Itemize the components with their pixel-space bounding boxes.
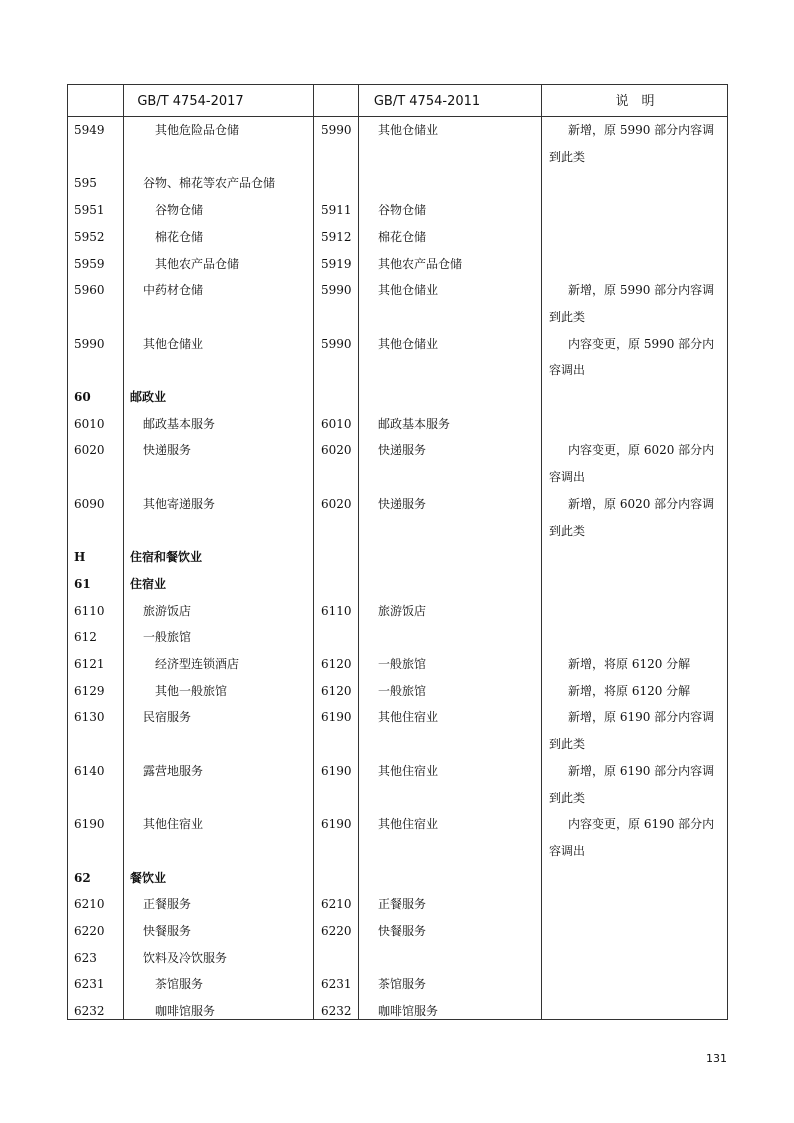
code-2011: 6120 [321,683,352,698]
code-2011: 5990 [321,336,352,351]
code-2017: 6010 [74,416,105,431]
name-2017: 其他寄递服务 [143,496,216,511]
table-row [68,998,727,1025]
code-2017: 5960 [74,283,105,298]
name-2011: 一般旅馆 [378,657,427,671]
table-row [68,811,727,864]
table-row [68,918,727,945]
code-2017: 5959 [74,256,105,271]
name-2017: 露营地服务 [143,763,204,778]
header-gb2011: GB/T 4754-2011 [373,94,481,109]
table-row [68,197,727,224]
name-2017: 一般旅馆 [143,630,192,645]
code-2017: 595 [74,176,97,191]
name-2017: 邮政基本服务 [143,416,216,431]
code-2011: 6020 [321,496,352,511]
code-2017: 60 [74,390,91,404]
header-gb2017: GB/T 4754-2017 [137,94,244,109]
note-text: 内容变更，原 6190 部分内容调出 [549,817,715,858]
name-2011: 快递服务 [378,496,427,511]
name-2011: 其他农产品仓储 [378,256,463,271]
code-2011: 6190 [321,710,352,725]
name-2017: 茶馆服务 [155,977,204,992]
code-2017: 6210 [74,897,105,912]
table-row [68,971,727,998]
name-2011: 其他仓储业 [378,336,439,351]
name-2017: 中药材仓储 [143,283,204,298]
table-row [68,277,727,330]
table-row [68,945,727,972]
code-2017: 5951 [74,203,105,218]
code-2017: 6231 [74,977,105,992]
table-row [68,624,727,651]
code-2017: 6232 [74,1004,105,1019]
name-2017: 其他一般旅馆 [155,683,228,698]
classification-table [67,84,728,1020]
code-2011: 6010 [321,416,352,431]
code-2017: 612 [74,630,97,645]
table-row [68,491,727,544]
table-row [68,758,727,811]
name-2011: 其他住宿业 [378,817,439,832]
name-2017: 其他危险品仓储 [155,123,240,137]
name-2011: 其他仓储业 [378,123,439,137]
code-2011: 6020 [321,443,352,458]
table-row [68,704,727,757]
table-row [68,384,727,411]
table-row [68,571,727,598]
name-2017: 民宿服务 [143,710,192,725]
name-2011: 棉花仓储 [378,229,427,244]
code-2017: 5952 [74,229,105,244]
note-text: 新增，原 6190 部分内容调到此类 [549,710,715,752]
code-2017: 5949 [74,123,105,137]
note-text: 新增，将原 6120 分解 [568,657,691,671]
code-2017: 6190 [74,817,105,832]
page-number: 131 [706,1052,727,1065]
name-2017: 邮政业 [130,390,167,404]
name-2017: 正餐服务 [143,897,192,912]
name-2017: 谷物仓储 [155,203,204,218]
code-2017: 62 [74,870,91,885]
name-2017: 快餐服务 [143,924,192,938]
note-text: 新增，将原 6120 分解 [568,683,691,698]
code-2011: 6190 [321,817,352,832]
code-2017: 6129 [74,683,105,698]
name-2011: 谷物仓储 [378,203,427,218]
code-2017: H [74,550,86,565]
code-2017: 6110 [74,603,105,618]
table-row [68,170,727,197]
code-2011: 6220 [321,924,352,938]
table-row [68,544,727,571]
name-2017: 咖啡馆服务 [155,1004,216,1019]
note-text: 新增，原 5990 部分内容调到此类 [549,283,715,324]
name-2017: 餐饮业 [130,870,167,885]
table-row [68,651,727,678]
code-2011: 6120 [321,657,352,671]
name-2011: 邮政基本服务 [378,416,451,431]
name-2011: 快餐服务 [378,924,427,938]
code-2011: 5990 [321,283,352,298]
name-2011: 正餐服务 [378,897,427,912]
code-2017: 6130 [74,710,105,725]
code-2011: 5990 [321,123,352,137]
code-2017: 6090 [74,496,105,511]
table-row [68,865,727,892]
table-row [68,224,727,251]
name-2017: 其他仓储业 [143,336,204,351]
code-2011: 5911 [321,203,352,218]
table-row [68,331,727,384]
code-2011: 6110 [321,603,352,618]
code-2011: 6232 [321,1004,352,1019]
code-2017: 623 [74,950,97,965]
code-2011: 6210 [321,897,352,912]
name-2011: 茶馆服务 [378,977,427,992]
table-row [68,891,727,918]
name-2017: 棉花仓储 [155,229,204,244]
name-2017: 其他农产品仓储 [155,256,240,271]
name-2017: 旅游饭店 [143,603,192,618]
note-text: 内容变更，原 6020 部分内容调出 [549,443,715,485]
table-row [68,678,727,705]
table-row [68,411,727,438]
name-2017: 经济型连锁酒店 [155,657,240,671]
code-2011: 6190 [321,763,352,778]
code-2017: 6121 [74,657,105,671]
code-2017: 5990 [74,336,105,351]
note-text: 新增，原 5990 部分内容调到此类 [549,123,715,164]
name-2011: 其他仓储业 [378,283,439,298]
name-2017: 住宿业 [130,576,167,591]
code-2011: 6231 [321,977,352,992]
name-2017: 快递服务 [143,443,192,458]
code-2017: 6140 [74,763,105,778]
name-2011: 其他住宿业 [378,710,439,725]
code-2017: 61 [74,576,91,591]
table-row [68,117,727,170]
name-2017: 其他住宿业 [143,817,204,832]
code-2011: 5912 [321,229,352,244]
note-text: 新增，原 6020 部分内容调到此类 [549,496,715,538]
table-row [68,598,727,625]
table-row [68,437,727,490]
code-2017: 6220 [74,924,105,938]
name-2011: 咖啡馆服务 [378,1004,439,1019]
name-2011: 其他住宿业 [378,763,439,778]
code-2017: 6020 [74,443,105,458]
name-2017: 谷物、棉花等农产品仓储 [143,176,276,191]
name-2017: 住宿和餐饮业 [130,550,203,565]
note-text: 内容变更，原 5990 部分内容调出 [549,336,715,378]
header-note: 说 明 [615,94,655,109]
code-2011: 5919 [321,256,352,271]
note-text: 新增，原 6190 部分内容调到此类 [549,763,715,805]
name-2017: 饮料及冷饮服务 [143,950,228,965]
table-row [68,251,727,278]
name-2011: 一般旅馆 [378,683,427,698]
name-2011: 快递服务 [378,443,427,458]
name-2011: 旅游饭店 [378,603,427,618]
